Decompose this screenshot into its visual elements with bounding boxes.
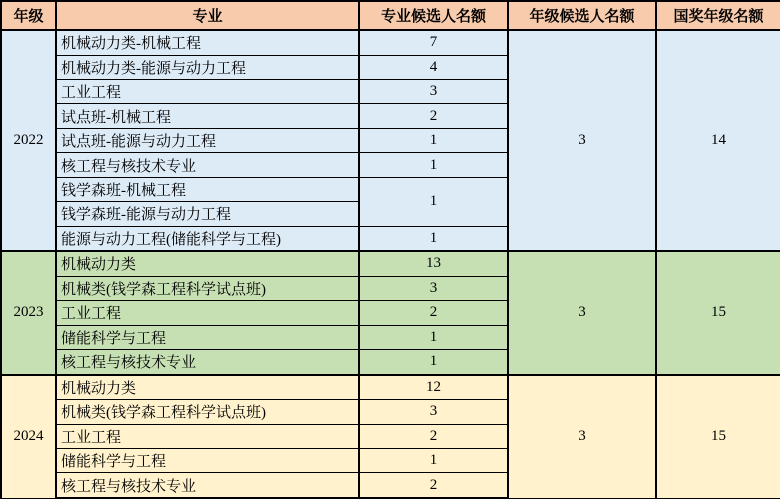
table-row: [1, 30, 780, 55]
major-quota-cell: 12: [359, 375, 508, 400]
major-cell: 机械动力类: [56, 375, 359, 400]
major-quota-cell: 2: [359, 424, 508, 448]
major-quota-cell: 2: [359, 301, 508, 325]
major-quota-cell: 1: [359, 153, 508, 177]
major-cell: 储能科学与工程: [56, 449, 359, 473]
major-cell: 试点班-机械工程: [56, 104, 359, 128]
section-2022: [1, 30, 780, 251]
major-quota-cell: 4: [359, 55, 508, 79]
table-row: [1, 251, 780, 276]
year-cell: 2022: [1, 30, 56, 251]
col-header-grade-quota: 年级候选人名额: [508, 1, 656, 30]
col-header-major-quota: 专业候选人名额: [359, 1, 508, 30]
grade-quota-cell: 3: [508, 30, 656, 251]
major-cell: 能源与动力工程(储能科学与工程): [56, 226, 359, 251]
major-quota-cell: 2: [359, 473, 508, 498]
year-cell: 2024: [1, 375, 56, 498]
major-cell: 钱学森班-机械工程: [56, 177, 359, 201]
section-2024: [1, 375, 780, 498]
major-quota-cell: 1: [359, 226, 508, 251]
major-quota-cell: 1: [359, 128, 508, 152]
major-cell: 工业工程: [56, 301, 359, 325]
year-cell: 2023: [1, 251, 56, 374]
major-cell: 机械动力类: [56, 251, 359, 276]
major-quota-cell: 1: [359, 325, 508, 349]
table-row: [1, 375, 780, 400]
major-quota-cell: 7: [359, 30, 508, 55]
major-cell: 机械动力类-能源与动力工程: [56, 55, 359, 79]
col-header-major: 专业: [56, 1, 359, 30]
major-cell: 机械类(钱学森工程科学试点班): [56, 400, 359, 424]
major-cell: 钱学森班-能源与动力工程: [56, 202, 359, 226]
major-cell: 工业工程: [56, 79, 359, 103]
award-quota-cell: 14: [656, 30, 780, 251]
major-cell: 试点班-能源与动力工程: [56, 128, 359, 152]
award-quota-cell: 15: [656, 375, 780, 498]
major-cell: 储能科学与工程: [56, 325, 359, 349]
major-cell: 工业工程: [56, 424, 359, 448]
major-cell: 核工程与核技术专业: [56, 153, 359, 177]
major-cell: 核工程与核技术专业: [56, 473, 359, 498]
major-quota-cell: 3: [359, 79, 508, 103]
major-quota-cell: 13: [359, 251, 508, 276]
major-quota-cell-merged: 1: [359, 177, 508, 226]
grade-quota-cell: 3: [508, 251, 656, 374]
major-cell: 机械类(钱学森工程科学试点班): [56, 276, 359, 300]
major-cell: 核工程与核技术专业: [56, 350, 359, 375]
col-header-award-quota: 国奖年级名额: [656, 1, 780, 30]
section-2023: [1, 251, 780, 374]
major-quota-cell: 3: [359, 400, 508, 424]
major-quota-cell: 3: [359, 276, 508, 300]
major-cell: 机械动力类-机械工程: [56, 30, 359, 55]
major-quota-cell: 1: [359, 350, 508, 375]
award-quota-cell: 15: [656, 251, 780, 374]
major-quota-cell: 1: [359, 449, 508, 473]
grade-quota-cell: 3: [508, 375, 656, 498]
major-quota-cell: 2: [359, 104, 508, 128]
header-row: [1, 1, 780, 30]
col-header-grade: 年级: [1, 1, 56, 30]
